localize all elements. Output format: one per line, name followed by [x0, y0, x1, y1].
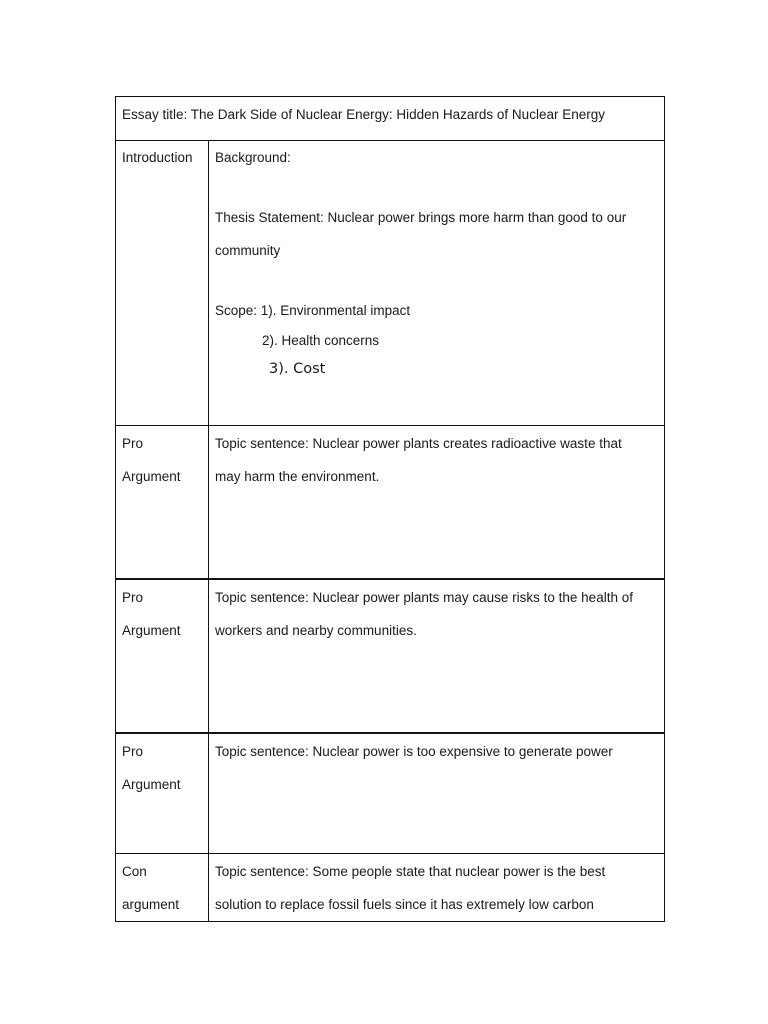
row-content-cell — [209, 579, 665, 733]
row-label-cell — [116, 579, 209, 733]
row-label-line-2: argument — [122, 897, 180, 912]
topic-sentence-line-1: Topic sentence: Some people state that nuclear power is the best — [215, 864, 606, 879]
topic-sentence-line-1: Topic sentence: Nuclear power plants may cause risks to the health of — [215, 590, 633, 605]
topic-sentence-line-2: solution to replace fossil fuels since it has extremely low carbon — [215, 897, 594, 912]
row-label — [116, 426, 208, 493]
pro-argument-row-1 — [116, 426, 665, 580]
row-label — [116, 854, 208, 921]
row-label-line-2: Argument — [122, 623, 181, 638]
topic-sentence — [209, 854, 664, 921]
introduction-row — [116, 141, 665, 426]
row-label-cell — [116, 426, 209, 580]
row-content-cell — [209, 854, 665, 922]
row-label-line-1: Pro — [122, 590, 144, 605]
row-label-line-2: Argument — [122, 777, 181, 792]
thesis-line-2: community — [215, 243, 281, 258]
row-label-line-1: Pro — [122, 744, 144, 759]
scope-line-3: 3). Cost — [269, 361, 326, 377]
row-label-line-1: Con — [122, 864, 147, 879]
topic-sentence-line-2: workers and nearby communities. — [215, 623, 417, 638]
essay-title: Essay title: The Dark Side of Nuclear Energy: Hidden Hazards of Nuclear Energy — [122, 107, 605, 122]
row-label-cell — [116, 854, 209, 922]
row-content-cell — [209, 733, 665, 854]
topic-sentence — [209, 734, 664, 768]
row-label-line-2: Argument — [122, 469, 181, 484]
topic-sentence-line-2: may harm the environment. — [215, 469, 380, 484]
introduction-content-cell — [209, 141, 665, 426]
topic-sentence-line-1: Topic sentence: Nuclear power is too expensive to generate power — [215, 744, 613, 759]
scope-line-1: Scope: 1). Environmental impact — [215, 303, 411, 318]
row-label — [116, 580, 208, 647]
introduction-label: Introduction — [122, 150, 193, 165]
introduction-label-cell — [116, 141, 209, 426]
title-row — [116, 97, 665, 141]
essay-outline-table — [115, 96, 665, 922]
pro-argument-row-3 — [116, 733, 665, 854]
pro-argument-row-2 — [116, 579, 665, 733]
introduction-content — [209, 141, 664, 425]
background-line: Background: — [215, 150, 291, 165]
con-argument-row — [116, 854, 665, 922]
topic-sentence — [209, 580, 664, 647]
topic-sentence-line-1: Topic sentence: Nuclear power plants creates radioactive waste that — [215, 436, 622, 451]
row-content-cell — [209, 426, 665, 580]
row-label — [116, 734, 208, 801]
row-label-line-1: Pro — [122, 436, 144, 451]
scope-line-2: 2). Health concerns — [262, 333, 380, 348]
topic-sentence — [209, 426, 664, 493]
essay-title-cell — [116, 97, 665, 141]
row-label-cell — [116, 733, 209, 854]
thesis-line-1: Thesis Statement: Nuclear power brings more harm than good to our — [215, 210, 627, 225]
